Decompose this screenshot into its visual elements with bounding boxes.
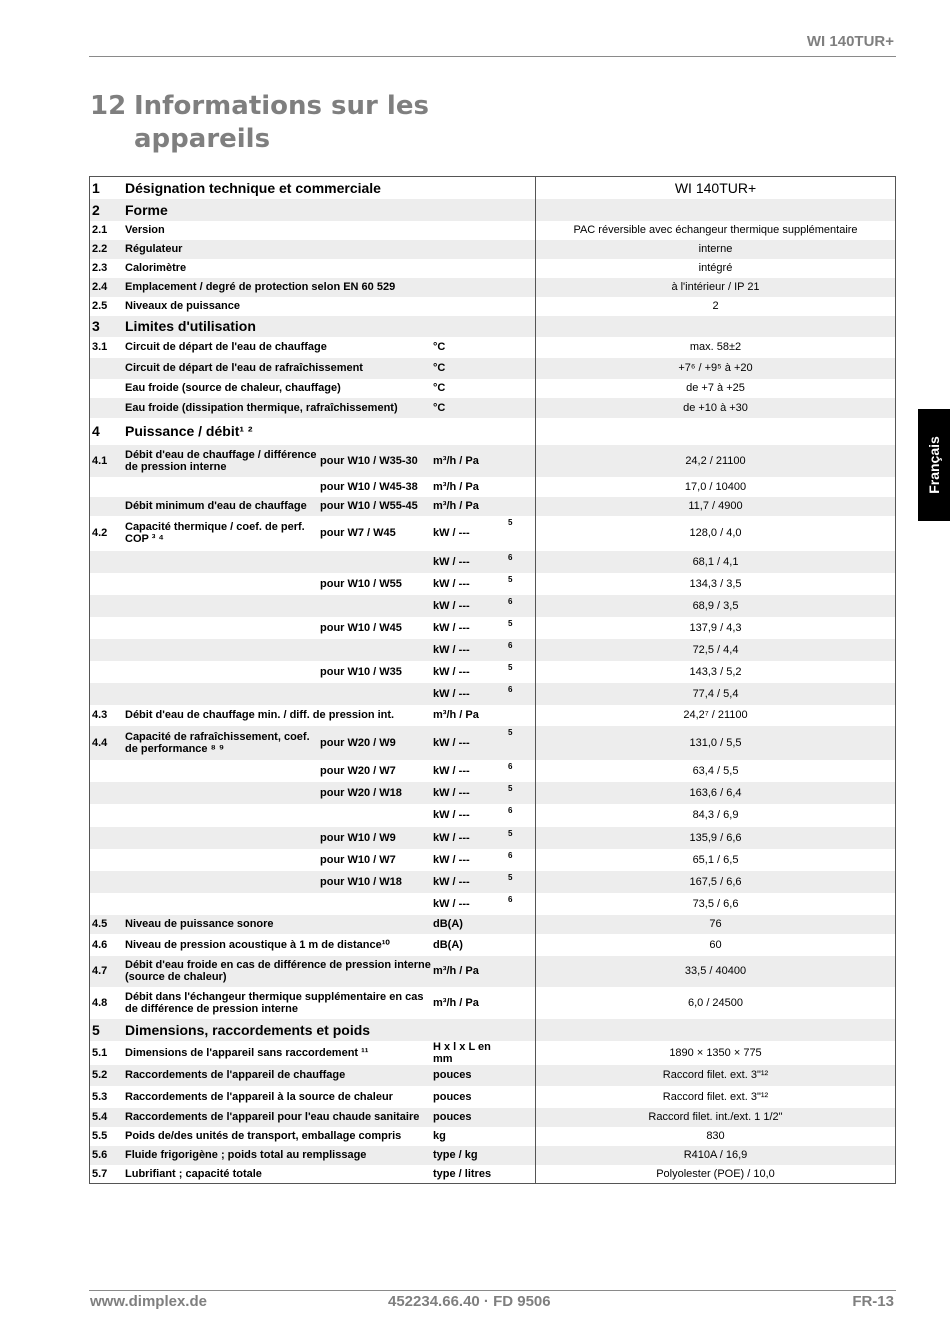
row-number: 4.6 bbox=[92, 938, 108, 951]
row-label: Eau froide (dissipation thermique, rafraîchissement) bbox=[125, 398, 433, 418]
row-label bbox=[125, 782, 320, 804]
row-number: 4.7 bbox=[90, 956, 126, 987]
row-unit: type / litres bbox=[433, 1167, 492, 1180]
row-number bbox=[90, 497, 126, 516]
row-footnote: 6 bbox=[508, 551, 536, 573]
row-number bbox=[90, 782, 126, 804]
row-footnote: 5 bbox=[508, 871, 536, 893]
table-row bbox=[90, 1127, 896, 1146]
row-label: Débit minimum d'eau de chauffage bbox=[125, 497, 320, 516]
table-row bbox=[90, 1108, 896, 1127]
row-footnote: 5 bbox=[508, 618, 513, 628]
row-footnote bbox=[508, 379, 536, 398]
row-unit: °C bbox=[433, 341, 446, 353]
row-number bbox=[90, 379, 126, 398]
row-unit: pouces bbox=[433, 1065, 508, 1086]
row-value: de +7 à +25 bbox=[536, 379, 896, 398]
row-number: 3 bbox=[90, 316, 126, 337]
table-row bbox=[90, 551, 896, 573]
row-label: Circuit de départ de l'eau de rafraîchissement bbox=[125, 358, 433, 379]
row-value: 63,4 / 5,5 bbox=[536, 760, 896, 782]
row-condition: pour W20 / W18 bbox=[320, 782, 433, 804]
row-value: PAC réversible avec échangeur thermique supplémentaire bbox=[536, 221, 896, 240]
row-value: 24,2 / 21100 bbox=[536, 445, 896, 477]
row-label: Niveau de pression acoustique à 1 m de distance¹⁰ bbox=[125, 939, 390, 951]
row-value bbox=[536, 418, 896, 445]
row-unit bbox=[433, 221, 508, 240]
row-number: 4.8 bbox=[92, 996, 108, 1009]
row-unit: m³/h / Pa bbox=[433, 497, 508, 516]
row-label: Version bbox=[125, 224, 165, 236]
row-number: 4.1 bbox=[90, 445, 126, 477]
row-unit: dB(A) bbox=[433, 915, 508, 934]
row-footnote: 5 bbox=[508, 726, 536, 760]
row-unit: kW / --- bbox=[433, 639, 508, 661]
row-value bbox=[536, 199, 896, 221]
row-unit: pouces bbox=[433, 1108, 508, 1127]
row-value bbox=[536, 1019, 896, 1041]
row-value: Polyolester (POE) / 10,0 bbox=[536, 1165, 896, 1184]
row-condition: pour W20 / W7 bbox=[320, 764, 396, 777]
row-footnote: 6 bbox=[508, 761, 513, 771]
row-value: 135,9 / 6,6 bbox=[536, 827, 896, 849]
row-number: 5 bbox=[90, 1019, 126, 1041]
row-unit: pouces bbox=[433, 1090, 472, 1103]
table-row bbox=[90, 595, 896, 617]
row-footnote bbox=[508, 445, 536, 477]
row-value: +7⁶ / +9⁵ à +20 bbox=[536, 358, 896, 379]
table-row bbox=[90, 337, 896, 358]
row-unit: kW / --- bbox=[433, 897, 470, 910]
row-label bbox=[125, 595, 320, 617]
row-number: 5.2 bbox=[90, 1065, 126, 1086]
table-row bbox=[90, 915, 896, 934]
table-row bbox=[90, 240, 896, 259]
row-number bbox=[90, 595, 126, 617]
row-value: 60 bbox=[536, 934, 896, 956]
row-footnote bbox=[508, 956, 536, 987]
row-unit: kW / --- bbox=[433, 621, 470, 634]
row-unit: m³/h / Pa bbox=[433, 956, 508, 987]
row-label bbox=[125, 760, 320, 782]
footer-website[interactable]: www.dimplex.de bbox=[90, 1293, 207, 1310]
row-number: 5.7 bbox=[92, 1167, 108, 1180]
row-footnote bbox=[508, 297, 536, 316]
row-condition bbox=[320, 595, 433, 617]
row-value: 76 bbox=[536, 915, 896, 934]
row-label: Raccordements de l'appareil à la source de chaleur bbox=[125, 1090, 393, 1103]
table-row bbox=[90, 1146, 896, 1165]
row-number bbox=[90, 477, 126, 497]
row-value: 24,2⁷ / 21100 bbox=[536, 705, 896, 726]
row-unit: kW / --- bbox=[433, 577, 470, 590]
table-row bbox=[90, 516, 896, 551]
row-unit: kW / --- bbox=[433, 764, 470, 777]
row-label: Débit d'eau de chauffage / différence de pression interne bbox=[125, 445, 320, 477]
row-label: Emplacement / degré de protection selon EN 60 529 bbox=[125, 278, 433, 297]
row-label: Débit d'eau froide en cas de différence de pression interne (source de chaleur) bbox=[125, 956, 433, 987]
section-title: Puissance / débit¹ ² bbox=[125, 423, 253, 439]
row-number bbox=[90, 398, 126, 418]
table-row bbox=[90, 893, 896, 915]
row-number: 2.4 bbox=[90, 278, 126, 297]
row-footnote bbox=[508, 278, 536, 297]
section-row bbox=[90, 199, 896, 221]
header-model: WI 140TUR+ bbox=[806, 33, 894, 50]
row-footnote bbox=[508, 1146, 536, 1165]
table-row bbox=[90, 1041, 896, 1065]
row-unit: °C bbox=[433, 382, 446, 394]
row-value: R410A / 16,9 bbox=[536, 1146, 896, 1165]
row-value: 77,4 / 5,4 bbox=[536, 683, 896, 705]
row-value: WI 140TUR+ bbox=[536, 177, 896, 199]
row-value bbox=[536, 316, 896, 337]
row-condition bbox=[320, 639, 433, 661]
row-value: interne bbox=[536, 240, 896, 259]
row-number bbox=[90, 617, 126, 639]
table-row bbox=[90, 782, 896, 804]
row-unit: kW / --- bbox=[433, 551, 508, 573]
table-row bbox=[90, 221, 896, 240]
row-value: 17,0 / 10400 bbox=[536, 477, 896, 497]
row-footnote bbox=[508, 259, 536, 278]
row-label: Débit d'eau de chauffage min. / diff. de pression int. bbox=[125, 709, 395, 721]
row-value: 84,3 / 6,9 bbox=[536, 804, 896, 827]
row-unit bbox=[433, 259, 508, 278]
footer-doc-number: 452234.66.40 · FD 9506 bbox=[388, 1293, 551, 1310]
row-value: 137,9 / 4,3 bbox=[536, 617, 896, 639]
row-label bbox=[125, 573, 320, 595]
language-tab[interactable] bbox=[918, 409, 950, 521]
row-value: Raccord filet. int./ext. 1 1/2" bbox=[536, 1108, 896, 1127]
row-unit: kW / --- bbox=[433, 827, 508, 849]
row-number: 5.3 bbox=[92, 1090, 108, 1103]
row-number bbox=[90, 849, 126, 871]
row-value: intégré bbox=[536, 259, 896, 278]
row-footnote bbox=[508, 477, 536, 497]
footer-page-number: FR-13 bbox=[852, 1293, 894, 1310]
table-row bbox=[90, 871, 896, 893]
row-label bbox=[125, 639, 320, 661]
row-unit: kg bbox=[433, 1130, 446, 1142]
row-unit: m³/h / Pa bbox=[433, 480, 479, 493]
row-label: Eau froide (source de chaleur, chauffage) bbox=[125, 382, 341, 394]
section-row bbox=[90, 418, 896, 445]
row-label: Raccordements de l'appareil de chauffage bbox=[125, 1065, 433, 1086]
row-number bbox=[90, 827, 126, 849]
table-row bbox=[90, 956, 896, 987]
row-label: Lubrifiant ; capacité totale bbox=[125, 1167, 262, 1180]
row-value: 830 bbox=[536, 1127, 896, 1146]
row-unit: kW / --- bbox=[433, 853, 470, 866]
row-value: de +10 à +30 bbox=[536, 398, 896, 418]
title-line2: appareils bbox=[134, 124, 271, 154]
row-label bbox=[125, 849, 320, 871]
row-value: 65,1 / 6,5 bbox=[536, 849, 896, 871]
row-value: 128,0 / 4,0 bbox=[536, 516, 896, 551]
table-row bbox=[90, 1086, 896, 1108]
row-footnote bbox=[508, 240, 536, 259]
row-label: Niveaux de puissance bbox=[125, 300, 240, 312]
row-unit: kW / --- bbox=[433, 665, 470, 678]
row-number: 3.1 bbox=[92, 341, 108, 353]
row-value: 1890 × 1350 × 775 bbox=[536, 1041, 896, 1065]
table-row bbox=[90, 705, 896, 726]
row-number bbox=[90, 760, 126, 782]
row-footnote bbox=[508, 337, 536, 358]
table-row bbox=[90, 987, 896, 1019]
row-label bbox=[125, 893, 320, 915]
row-number: 4.2 bbox=[92, 527, 108, 539]
row-unit: type / kg bbox=[433, 1146, 508, 1165]
page-title bbox=[90, 90, 429, 156]
table-row bbox=[90, 639, 896, 661]
row-number: 4.4 bbox=[90, 726, 126, 760]
row-number: 2.3 bbox=[92, 262, 108, 274]
section-row bbox=[90, 177, 896, 199]
row-footnote: 6 bbox=[508, 595, 536, 617]
row-footnote bbox=[508, 1108, 536, 1127]
row-label bbox=[125, 683, 320, 705]
row-label: Dimensions de l'appareil sans raccordement ¹¹ bbox=[125, 1046, 369, 1059]
row-footnote: 5 bbox=[508, 782, 536, 804]
table-row bbox=[90, 497, 896, 516]
row-label: Calorimètre bbox=[125, 262, 187, 274]
row-value: 11,7 / 4900 bbox=[536, 497, 896, 516]
row-condition bbox=[320, 893, 433, 915]
row-label bbox=[125, 871, 320, 893]
row-footnote bbox=[508, 705, 536, 726]
row-label bbox=[125, 804, 320, 827]
row-value: Raccord filet. ext. 3"¹² bbox=[536, 1065, 896, 1086]
row-label: Régulateur bbox=[125, 240, 433, 259]
row-number bbox=[90, 893, 126, 915]
header-rule bbox=[89, 56, 896, 57]
row-number bbox=[90, 661, 126, 683]
row-unit: m³/h / Pa bbox=[433, 709, 479, 721]
row-footnote bbox=[508, 398, 536, 418]
row-footnote bbox=[508, 497, 536, 516]
row-condition: pour W10 / W9 bbox=[320, 827, 433, 849]
table-row bbox=[90, 760, 896, 782]
row-footnote bbox=[508, 1086, 536, 1108]
row-footnote: 5 bbox=[508, 662, 513, 672]
footer-rule bbox=[89, 1290, 896, 1291]
row-number: 5.1 bbox=[92, 1046, 108, 1059]
row-footnote bbox=[508, 1065, 536, 1086]
row-value: 134,3 / 3,5 bbox=[536, 573, 896, 595]
row-number bbox=[90, 683, 126, 705]
row-footnote: 6 bbox=[508, 683, 536, 705]
row-value: 143,3 / 5,2 bbox=[536, 661, 896, 683]
row-footnote bbox=[508, 987, 536, 1019]
section-title: Dimensions, raccordements et poids bbox=[125, 1019, 536, 1041]
row-unit: m³/h / Pa bbox=[433, 996, 479, 1009]
row-number: 4 bbox=[92, 423, 100, 439]
row-label: Niveau de puissance sonore bbox=[125, 915, 433, 934]
row-condition: pour W10 / W35-30 bbox=[320, 445, 433, 477]
row-number bbox=[90, 573, 126, 595]
row-footnote: 6 bbox=[508, 850, 513, 860]
title-line1: Informations sur les bbox=[134, 91, 429, 121]
row-unit: kW / --- bbox=[433, 871, 508, 893]
row-number: 2.2 bbox=[90, 240, 126, 259]
table-row bbox=[90, 445, 896, 477]
table-row bbox=[90, 358, 896, 379]
title-number: 12 bbox=[90, 91, 127, 121]
row-value: 68,1 / 4,1 bbox=[536, 551, 896, 573]
row-value: 33,5 / 40400 bbox=[536, 956, 896, 987]
section-row bbox=[90, 1019, 896, 1041]
row-label bbox=[125, 617, 320, 639]
row-label: Poids de/des unités de transport, emballage compris bbox=[125, 1130, 402, 1142]
row-value: 68,9 / 3,5 bbox=[536, 595, 896, 617]
row-number: 1 bbox=[92, 179, 100, 196]
table-row bbox=[90, 297, 896, 316]
row-footnote bbox=[508, 358, 536, 379]
table-row bbox=[90, 849, 896, 871]
table-row bbox=[90, 804, 896, 827]
row-condition bbox=[320, 551, 433, 573]
row-condition: pour W10 / W55-45 bbox=[320, 497, 433, 516]
row-label bbox=[125, 661, 320, 683]
row-label: Capacité thermique / coef. de perf. COP ³ ⁴ bbox=[125, 521, 305, 545]
row-label bbox=[125, 827, 320, 849]
section-title: Désignation technique et commerciale bbox=[125, 179, 381, 196]
row-unit: °C bbox=[433, 398, 508, 418]
row-number bbox=[90, 551, 126, 573]
row-footnote bbox=[508, 915, 536, 934]
row-value: 73,5 / 6,6 bbox=[536, 893, 896, 915]
table-row bbox=[90, 573, 896, 595]
row-condition: pour W7 / W45 bbox=[320, 527, 396, 539]
row-condition: pour W20 / W9 bbox=[320, 726, 433, 760]
row-number: 2.1 bbox=[92, 224, 108, 236]
row-unit: kW / --- bbox=[433, 782, 508, 804]
row-number bbox=[90, 639, 126, 661]
row-condition bbox=[320, 804, 433, 827]
table-row bbox=[90, 827, 896, 849]
row-footnote: 5 bbox=[508, 574, 513, 584]
row-footnote bbox=[508, 934, 536, 956]
section-title: Limites d'utilisation bbox=[125, 316, 536, 337]
row-value: max. 58±2 bbox=[536, 337, 896, 358]
row-footnote: 5 bbox=[508, 827, 536, 849]
row-footnote bbox=[508, 1165, 536, 1184]
row-unit: °C bbox=[433, 358, 508, 379]
row-unit: kW / --- bbox=[433, 527, 470, 539]
table-row bbox=[90, 1165, 896, 1184]
row-footnote: 6 bbox=[508, 639, 536, 661]
row-value: 2 bbox=[536, 297, 896, 316]
row-unit: m³/h / Pa bbox=[433, 445, 508, 477]
row-number bbox=[90, 871, 126, 893]
row-unit: kW / --- bbox=[433, 595, 508, 617]
row-number: 2 bbox=[90, 199, 126, 221]
table-row bbox=[90, 278, 896, 297]
row-footnote: 5 bbox=[508, 517, 513, 527]
row-value: 6,0 / 24500 bbox=[536, 987, 896, 1019]
table-row bbox=[90, 379, 896, 398]
row-condition: pour W10 / W18 bbox=[320, 871, 433, 893]
row-label bbox=[125, 477, 320, 497]
row-value: Raccord filet. ext. 3"¹² bbox=[536, 1086, 896, 1108]
row-footnote: 6 bbox=[508, 805, 513, 815]
row-value: 163,6 / 6,4 bbox=[536, 782, 896, 804]
table-row bbox=[90, 726, 896, 760]
row-label: Raccordements de l'appareil pour l'eau chaude sanitaire bbox=[125, 1108, 433, 1127]
row-number: 5.6 bbox=[90, 1146, 126, 1165]
row-number: 2.5 bbox=[92, 300, 108, 312]
section-row bbox=[90, 316, 896, 337]
table-row bbox=[90, 1065, 896, 1086]
row-unit bbox=[433, 278, 508, 297]
row-condition: pour W10 / W7 bbox=[320, 853, 396, 866]
row-condition: pour W10 / W45 bbox=[320, 621, 402, 634]
spec-table bbox=[89, 176, 896, 1184]
row-value: 72,5 / 4,4 bbox=[536, 639, 896, 661]
row-unit: kW / --- bbox=[433, 809, 470, 821]
table-row bbox=[90, 683, 896, 705]
row-number bbox=[90, 804, 126, 827]
row-label: Fluide frigorigène ; poids total au remplissage bbox=[125, 1146, 433, 1165]
row-number: 5.5 bbox=[92, 1130, 108, 1142]
row-condition: pour W10 / W45-38 bbox=[320, 480, 418, 493]
row-footnote: 6 bbox=[508, 894, 513, 904]
row-condition: pour W10 / W35 bbox=[320, 665, 402, 678]
row-label bbox=[125, 551, 320, 573]
table-row bbox=[90, 259, 896, 278]
row-label: Débit dans l'échangeur thermique supplémentaire en cas de différence de pression interne bbox=[125, 990, 424, 1015]
table-row bbox=[90, 617, 896, 639]
row-condition: pour W10 / W55 bbox=[320, 577, 402, 590]
row-unit bbox=[433, 240, 508, 259]
row-unit: kW / --- bbox=[433, 726, 508, 760]
row-unit: kW / --- bbox=[433, 683, 508, 705]
row-footnote bbox=[508, 1127, 536, 1146]
row-footnote bbox=[508, 221, 536, 240]
row-value: à l'intérieur / IP 21 bbox=[536, 278, 896, 297]
section-title: Forme bbox=[125, 199, 536, 221]
row-footnote bbox=[508, 1041, 536, 1065]
row-label: Circuit de départ de l'eau de chauffage bbox=[125, 341, 327, 353]
row-number bbox=[90, 358, 126, 379]
row-condition bbox=[320, 683, 433, 705]
table-row bbox=[90, 477, 896, 497]
row-number: 4.5 bbox=[90, 915, 126, 934]
row-number: 4.3 bbox=[92, 709, 108, 721]
row-number: 5.4 bbox=[90, 1108, 126, 1127]
table-row bbox=[90, 661, 896, 683]
table-row bbox=[90, 934, 896, 956]
table-row bbox=[90, 398, 896, 418]
row-value: 167,5 / 6,6 bbox=[536, 871, 896, 893]
row-unit bbox=[433, 297, 508, 316]
row-unit: H x l x L en mm bbox=[433, 1040, 491, 1065]
row-unit: dB(A) bbox=[433, 938, 463, 951]
row-label: Capacité de rafraîchissement, coef. de performance ⁸ ⁹ bbox=[125, 726, 320, 760]
language-tab-label: Français bbox=[926, 436, 942, 494]
row-value: 131,0 / 5,5 bbox=[536, 726, 896, 760]
